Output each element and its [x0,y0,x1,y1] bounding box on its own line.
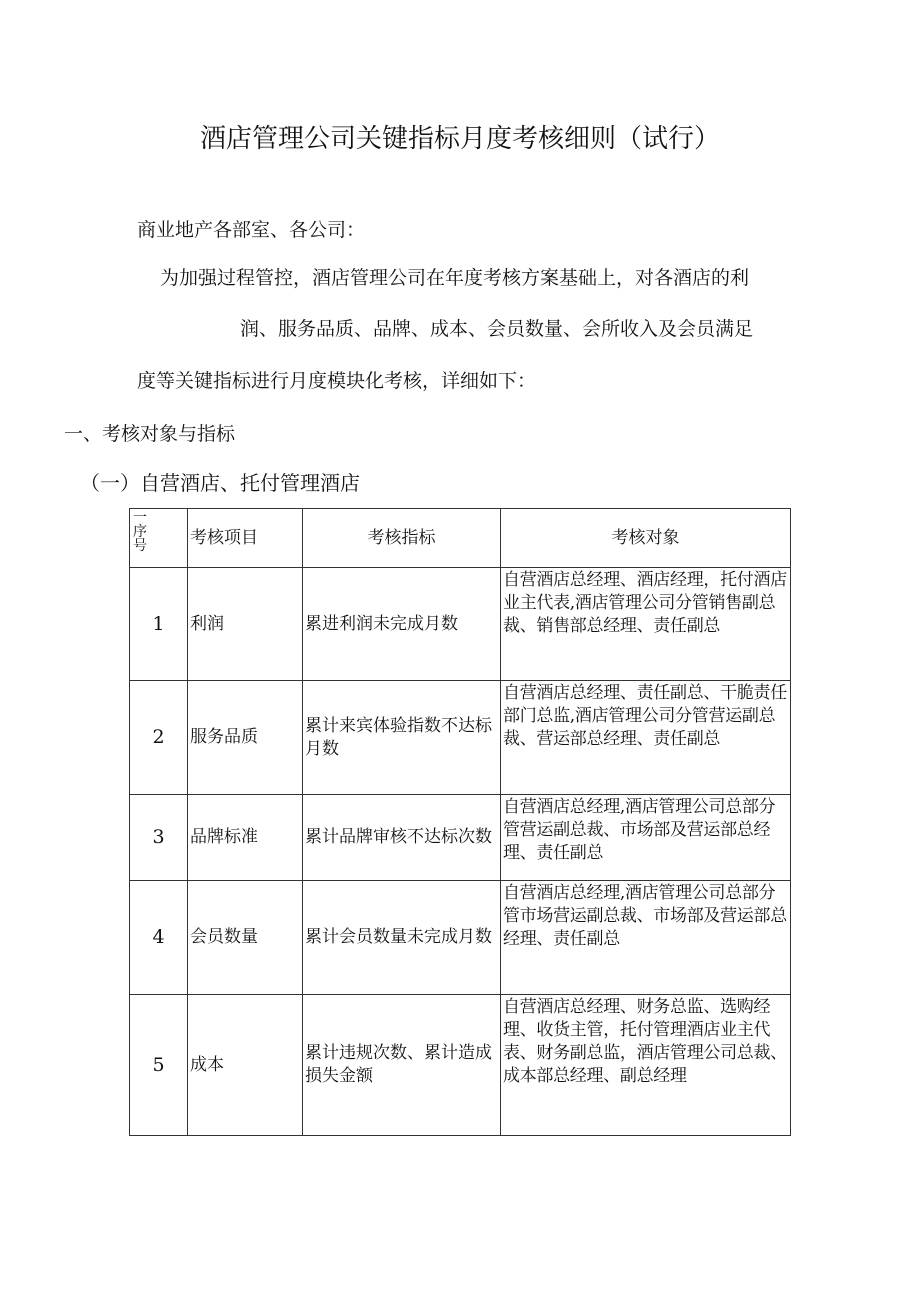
row-item: 成本 [188,995,303,1136]
row-seq: 1 [130,568,188,681]
row-item: 会员数量 [188,881,303,995]
row-indicator: 累进利润未完成月数 [303,568,501,681]
row-seq: 5 [130,995,188,1136]
subsection-heading-1: （一）自营酒店、托付管理酒店 [80,471,360,495]
header-item: 考核项目 [188,509,303,568]
table-row [130,681,791,795]
row-indicator: 累计会员数量未完成月数 [303,881,501,995]
row-target: 自营酒店总经理、财务总监、选购经理、收货主管，托付管理酒店业主代表、财务副总监，酒店管理公司总裁、成本部总经理、副总经理 [501,995,791,1136]
row-indicator: 累计品牌审核不达标次数 [303,795,501,881]
table-row [130,795,791,881]
header-indicator: 考核指标 [303,509,501,568]
greeting-line: 商业地产各部室、各公司： [137,219,366,241]
row-seq: 3 [130,795,188,881]
section-heading-1: 一、考核对象与指标 [64,423,236,445]
row-item: 利润 [188,568,303,681]
row-seq: 4 [130,881,188,995]
intro-line-3: 度等关键指标进行月度模块化考核，详细如下： [137,370,537,392]
intro-line-2: 润、服务品质、品牌、成本、会员数量、会所收入及会员满足 [240,318,754,340]
header-seq-char-1: 序 [133,524,147,540]
row-item: 品牌标准 [188,795,303,881]
row-target: 自营酒店总经理,酒店管理公司总部分管市场营运副总裁、市场部及营运部总经理、责任副总 [501,881,791,995]
header-seq [130,509,188,568]
header-seq-char-2: 号 [133,538,147,554]
row-indicator: 累计来宾体验指数不达标月数 [303,681,501,795]
intro-line-1: 为加强过程管控，酒店管理公司在年度考核方案基础上，对各酒店的利 [160,267,750,289]
row-target: 自营酒店总经理,酒店管理公司总部分管营运副总裁、市场部及营运部总经理、责任副总 [501,795,791,881]
header-seq-mark: 一 [133,510,147,526]
assessment-table [129,508,791,1136]
header-target: 考核对象 [501,509,791,568]
row-item: 服务品质 [188,681,303,795]
row-target: 自营酒店总经理、酒店经理，托付酒店业主代表,酒店管理公司分管销售副总裁、销售部总经理、责任副总 [501,568,791,681]
row-target: 自营酒店总经理、责任副总、干脆责任部门总监,酒店管理公司分管营运副总裁、营运部总经理、责任副总 [501,681,791,795]
table-row [130,995,791,1136]
table-row [130,568,791,681]
document-title: 酒店管理公司关键指标月度考核细则（试行） [199,124,720,154]
row-indicator: 累计违规次数、累计造成损失金额 [303,995,501,1136]
table-row [130,881,791,995]
table-header-row [130,509,791,568]
row-seq: 2 [130,681,188,795]
